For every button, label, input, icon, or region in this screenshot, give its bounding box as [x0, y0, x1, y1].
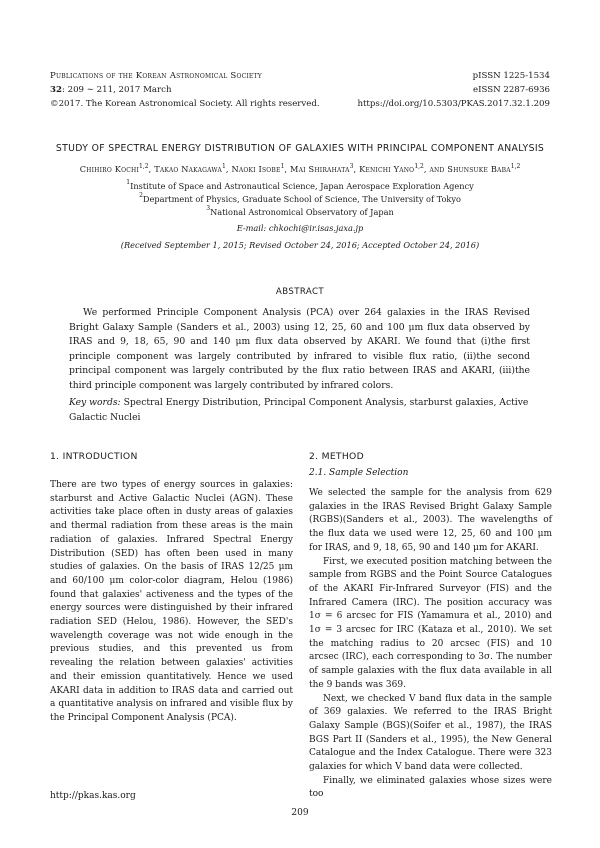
journal-name: Publications of the Korean Astronomical Society — [50, 71, 262, 81]
keywords-text: Spectral Energy Distribution, Principal Component Analysis, starburst galaxies, Active Galactic Nuclei — [69, 397, 529, 423]
page-number: 209 — [291, 808, 309, 818]
received-dates: (Received September 1, 2015; Revised October 24, 2016; Accepted October 24, 2016) — [120, 240, 480, 250]
author-name: Shunsuke Baba — [447, 164, 511, 174]
author-affiliation-mark: 1,2 — [510, 163, 521, 170]
affiliation-mark: 1 — [126, 179, 131, 186]
subsection-sample-selection: 2.1. Sample Selection — [309, 468, 409, 478]
eissn: eISSN 2287-6936 — [473, 85, 550, 95]
affiliation — [40, 193, 560, 206]
author-affiliation-mark: 1,2 — [414, 163, 424, 170]
author-separator: , — [225, 164, 232, 174]
paper-title: STUDY OF SPECTRAL ENERGY DISTRIBUTION OF GALAXIES WITH PRINCIPAL COMPONENT ANALYSIS — [55, 143, 545, 154]
affiliation — [40, 180, 560, 193]
method-paragraph: Next, we checked V band flux data in the sample of 369 galaxies. We referred to the IRAS Bright Galaxy Sample (BGS)(Soifer et al., 1987), the IRAS BGS Part II (Sanders et al., 1995), the New General Catalogue and the Index Catalogue. There were 323 galaxies for which V band data were collected. — [309, 693, 552, 773]
author-affiliation-mark: 1 — [280, 163, 285, 170]
author-name: Takao Nakagawa — [154, 164, 223, 174]
abstract-heading: ABSTRACT — [275, 287, 325, 297]
affiliation-mark: 2 — [139, 192, 143, 199]
affiliation-text: Department of Physics, Graduate School of Science, The University of Tokyo — [142, 194, 461, 204]
author-name: Chihiro Kochi — [79, 164, 140, 174]
author-separator: , — [148, 164, 155, 174]
section-introduction-heading: 1. INTRODUCTION — [50, 451, 138, 462]
doi-link[interactable]: https://doi.org/10.5303/PKAS.2017.32.1.209 — [357, 99, 550, 109]
author-name: Mai Shirahata — [290, 164, 350, 174]
email[interactable]: E-mail: chkochi@ir.isas.jaxa.jp — [236, 223, 364, 233]
section-method-heading: 2. METHOD — [309, 451, 364, 462]
author-name: Kenichi Yano — [359, 164, 415, 174]
volume-line — [50, 84, 172, 98]
affiliation-text: National Astronomical Observatory of Japan — [210, 207, 394, 217]
introduction-paragraph: There are two types of energy sources in galaxies: starburst and Active Galactic Nuclei (AGN). These activities take place often in dusty areas of galaxies and thermal radiation from these areas is the main radiation of galaxies. Infrared Spectral Energy Distribution (SED) has often been used in many studies of galaxies. On the basis of IRAS 12/25 μm and 60/100 μm color-color diagram, Helou (1986) found that galaxies' activeness and the types of the energy sources were distinguished by their infrared radiation SED (Helou, 1986). However, the SED's wavelength coverage was not wide enough in the previous studies, and this prevented us from revealing the relation between galaxies' activities and their emission quantitatively. Hence we used AKARI data in addition to IRAS data and carried out a quantitative analysis on infrared and visible flux by the Principal Component Analysis (PCA). — [50, 480, 293, 723]
volume-number: 32 — [50, 85, 62, 95]
author-affiliation-mark: 3 — [349, 163, 354, 170]
affiliation-text: Institute of Space and Astronautical Science, Japan Aerospace Exploration Agency — [130, 181, 474, 191]
author-name: Naoki Isobe — [231, 164, 281, 174]
method-paragraph: Finally, we eliminated galaxies whose sizes were too — [309, 775, 552, 800]
author-separator: , — [353, 164, 360, 174]
abstract-text: We performed Principle Component Analysis (PCA) over 264 galaxies in the IRAS Revised Bright Galaxy Sample (Sanders et al., 2003) using 12, 25, 60 and 100 μm flux data observed by IRAS and 9, 18, 65, 90 and 140 μm flux data observed by AKARI. We found that (i)the first principle component was largely contributed by infrared to visible flux ratio, (ii)the second principal component was largely contributed by the flux ratio between IRAS and AKARI, (iii)the third principle component was largely contributed by infrared colors. — [69, 307, 530, 391]
volume-issue: : 209 ∼ 211, 2017 March — [61, 85, 172, 95]
keywords-label: Key words: — [69, 397, 121, 408]
author-list — [40, 164, 560, 174]
affiliation-list — [40, 180, 560, 219]
pissn: pISSN 1225-1534 — [472, 71, 550, 81]
copyright: ©2017. The Korean Astronomical Society. All rights reserved. — [50, 99, 320, 109]
affiliation — [40, 206, 560, 219]
author-separator: , — [284, 164, 291, 174]
introduction-text — [50, 479, 293, 726]
affiliation-mark: 3 — [206, 205, 211, 212]
author-affiliation-mark: 1,2 — [139, 163, 149, 170]
keywords — [69, 396, 530, 425]
method-paragraph: First, we executed position matching between the sample from RGBS and the Point Source Catalogues of the AKARI Fir-Infrared Surveyor (FIS) and the Infrared Camera (IRC). The position accuracy was 1σ = 6 arcsec for FIS (Yamamura et al., 2010) and 1σ = 3 arcsec for IRC (Kataza et al., 2010). We set the matching radius to 20 arcsec (FIS) and 10 arcsec (IRC), each corresponding to 3σ. The number of sample galaxies with the flux data available in all the 9 bands was 369. — [309, 556, 552, 690]
method-text — [309, 487, 552, 802]
method-paragraph: We selected the sample for the analysis from 629 galaxies in the IRAS Revised Bright Galaxy Sample (RGBS)(Sanders et al., 2003). The wavelengths of the flux data we used were 12, 25, 60 and 100 μm for IRAS, and 9, 18, 65, 90 and 140 μm for AKARI. — [309, 488, 552, 553]
footer-url[interactable]: http://pkas.kas.org — [50, 791, 136, 801]
author-separator: , and — [423, 164, 448, 174]
author-affiliation-mark: 1 — [222, 163, 226, 170]
